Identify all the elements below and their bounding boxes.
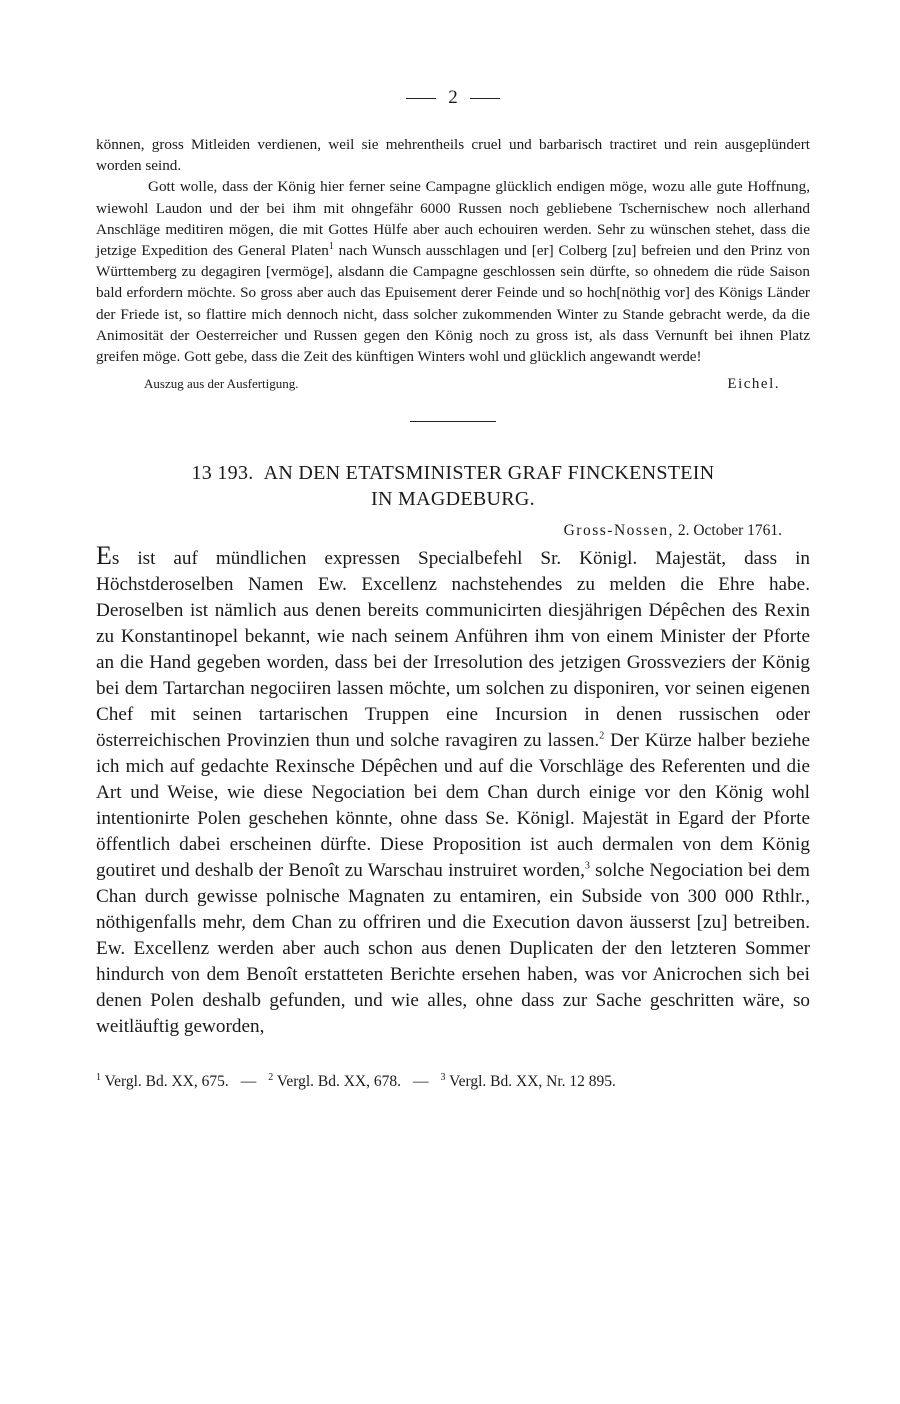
letter-title-line-1: AN DEN ETATSMINISTER GRAF FINCKENSTEIN: [263, 462, 715, 485]
running-head-rule-left: [406, 98, 436, 99]
footnote-3-text: Vergl. Bd. XX, Nr. 12 895.: [449, 1073, 616, 1091]
footnote-1-text: Vergl. Bd. XX, 675.: [104, 1073, 229, 1091]
dateline-date: 2. October 1761.: [673, 522, 782, 540]
letter-heading: [96, 460, 810, 512]
footnote-ref-3: 3: [584, 860, 590, 872]
running-head: [96, 84, 810, 112]
footnote-ref-2: 2: [599, 730, 605, 742]
dateline-place: Gross-Nossen,: [563, 522, 674, 540]
letter-body-text-2: Der Kürze halber beziehe ich mich auf gedachte Rexinsche Dépêchen und auf die Vorschläge des Referenten und die Art und Weise, wie diese Negociation bei dem Chan durch einige vor den König wohl intentionirte Polen geschehen könnte, ohne dass Se. Königl. Majestät in Egard der Pforte öffentlich dabei erscheinen dürfte. Diese Proposition ist auch dermalen von dem König goutiret und deshalb der Benoît zu Warschau instruiret worden,: [96, 730, 810, 882]
signer: Eichel.: [727, 376, 780, 393]
footnote-2-text: Vergl. Bd. XX, 678.: [276, 1073, 402, 1091]
initial-letter: E: [96, 541, 112, 571]
footnote-3-mark: 3: [440, 1072, 446, 1084]
dateline: [96, 522, 810, 540]
footnotes: [96, 1071, 810, 1093]
letter-title-line-2: IN MAGDEBURG.: [371, 488, 535, 511]
section-divider: [410, 421, 496, 422]
previous-letter-ending: [96, 134, 810, 367]
letter-body-text-3: solche Negociation bei dem Chan durch gewisse polnische Magnaten zu entamiren, ein Subside von 300 000 Rthlr., nöthigenfalls mehr, dem Chan zu offriren und die Execution davon äusserst [zu] betreiben. Ew. Excellenz werden aber auch schon aus denen Duplicaten der den letzteren Sommer hindurch von dem Benoît erstatteten Berichte ersehen haben, was vor Anicrochen sich bei denen Polen deshalb gefunden, und wie alles, ohne dass zur Sache geschritten wäre, so weitläuftig geworden,: [96, 860, 810, 1038]
letter-number: 13 193.: [191, 462, 254, 485]
running-head-rule-right: [470, 98, 500, 99]
letter-body-text-1: s ist auf mündlichen expressen Specialbefehl Sr. Königl. Majestät, dass in Höchstderoselben Namen Ew. Excellenz nachstehendes zu melden die Ehre habe. Deroselben ist nämlich aus denen bereits communicirten diesjährigen Dépêchen des Rexin zu Konstantinopel bekannt, wie nach seinem Anführen ihm von einem Minister der Pforte an die Hand gegeben worden, dass bei der Irresolution des jetzigen Grossveziers der König bei dem Tartarchan negociiren lassen möchte, um solchen zu disponiren, vor seinen eigenen Chef mit seinen tartarischen Truppen eine Incursion in denen russischen oder österreichischen Provinzien thun und solche ravagiren zu lassen.: [96, 548, 810, 752]
previous-letter-paragraph-2: [96, 176, 810, 367]
previous-letter-paragraph-2-text: Gott wolle, dass der König hier ferner seine Campagne glücklich endigen möge, wozu alle gute Hoffnung, wiewohl Laudon und der bei ihm mit ohngefähr 6000 Russen noch gebliebene Tschernischew noch allerhand Anschläge meditiren mögen, die mit Gottes Hülfe aber auch echouiren werden. Sehr zu wünschen stehet, dass die jetzige Expedition des General Platen: [96, 178, 810, 260]
source-note: Auszug aus der Ausfertigung.: [144, 376, 299, 392]
page-number: 2: [448, 87, 458, 108]
footnote-ref-1: 1: [328, 240, 334, 252]
letter-body: [96, 541, 810, 1040]
letter-heading-line-1: [96, 460, 810, 486]
previous-letter-paragraph-1: können, gross Mitleiden verdienen, weil sie mehrentheils cruel und barbarisch tractiret und rein ausgeplündert worden seind.: [96, 136, 810, 175]
footnote-2-mark: 2: [268, 1072, 274, 1084]
footnote-separator-1: —: [240, 1073, 257, 1091]
footnote-separator-2: —: [413, 1073, 429, 1091]
footnote-1-mark: 1: [96, 1072, 101, 1084]
signature-row: [96, 376, 810, 393]
book-page: [96, 84, 810, 1093]
previous-letter-paragraph-2-cont: nach Wunsch ausschlagen und [er] Colberg [zu] befreien und den Prinz von Württemberg zu degagiren [vermöge], alsdann die Campagne geschlossen sein dürfte, so ohnedem die rüde Saison bald erfordern möchte. So gross aber auch das Epuisement derer Feinde und so hoch[nöthig vor] des Königs Länder der Friede ist, so flattire mich dennoch nicht, dass solcher zukommenden Winter zu Stande gebracht werde, da die Animosität der Oesterreicher und Russen gegen den König noch zu gross ist, als dass Vernunft bei ihnen Platz greifen möge. Gott gebe, dass die Zeit des künftigen Winters wohl und glücklich angewandt werde!: [96, 242, 811, 366]
